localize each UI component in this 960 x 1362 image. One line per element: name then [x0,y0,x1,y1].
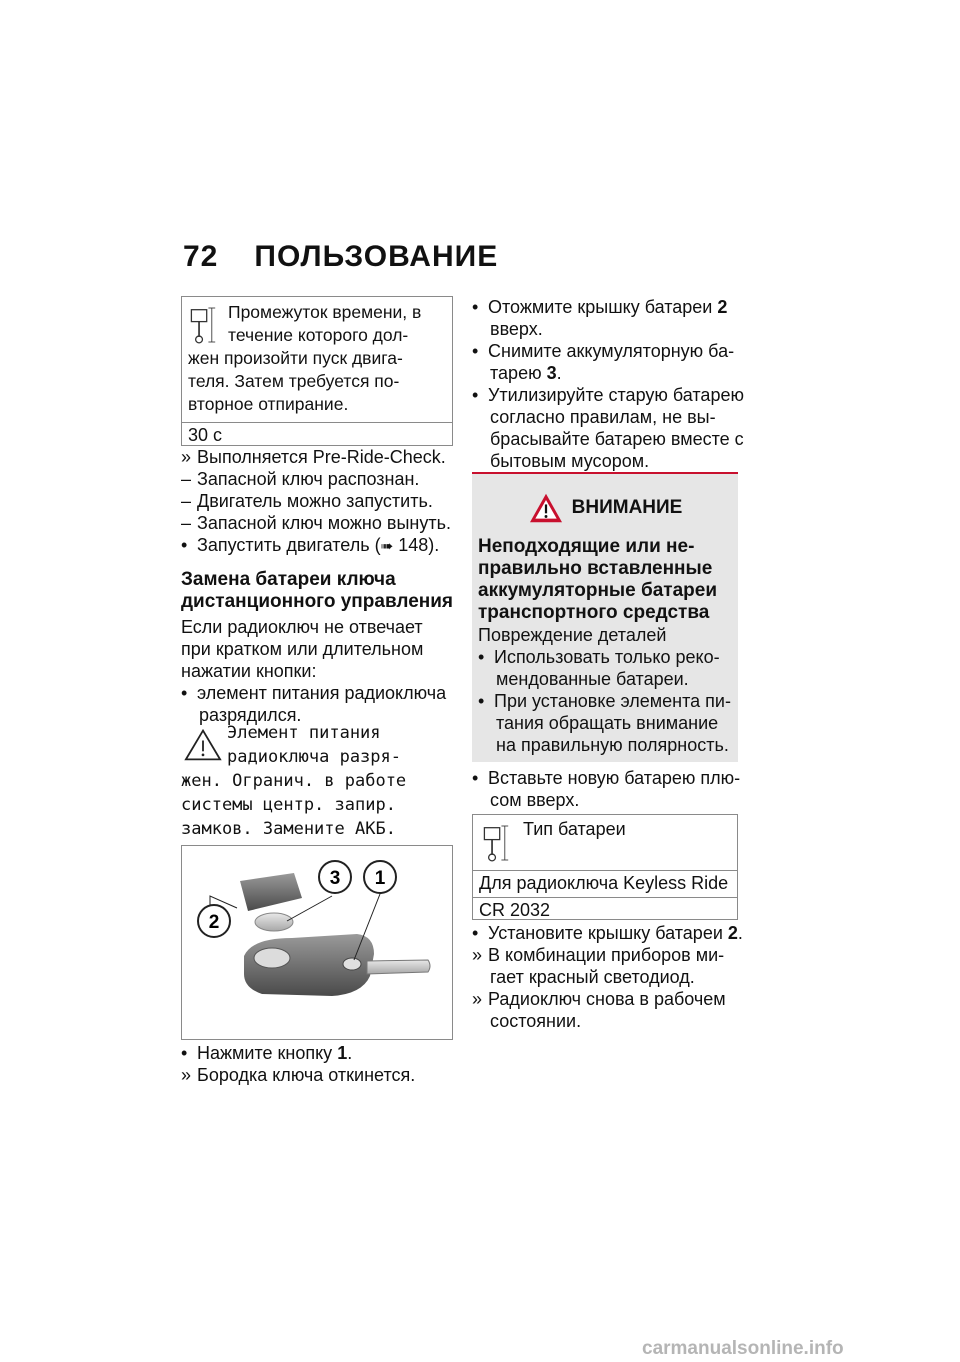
list-item-cont: брасывайте батарею вместе с [490,429,744,449]
warning-triangle-icon [183,727,223,763]
list-item-cont: тарею 3. [490,363,562,383]
label-1: 1 [374,868,386,889]
list-item: – Запасной ключ можно вынуть. [181,513,451,533]
intro-text: нажатии кнопки: [181,661,317,681]
caliper-icon [188,303,222,347]
list-item: • Нажмите кнопку 1. [181,1043,353,1063]
list-item: • элемент питания радиоключа [181,683,447,703]
spec-row: Для радиоключа Keyless Ride [479,873,729,893]
list-item-cont: вверх. [490,319,543,339]
list-item-cont: состоянии. [490,1011,582,1031]
label-3: 3 [329,868,341,889]
list-item: » В комбинации приборов ми- [472,945,725,965]
list-item-cont: сом вверх. [490,790,580,810]
spec-title: Тип батареи [523,819,626,839]
page-ref-arrow-icon[interactable]: ➠ [380,538,394,555]
warning-box [472,472,738,762]
list-item-cont: на правильную полярность. [496,735,729,755]
intro-text: при кратком или длительном [181,639,424,659]
start-steps [181,446,453,726]
watermark: carmanualsonline.info [642,1338,844,1359]
spec-value: CR 2032 [479,900,551,920]
warning-title: ВНИМАНИЕ [571,497,683,518]
spec-text: жен произойти пуск двига- [188,348,403,368]
list-item: • Утилизируйте старую батарею [472,385,744,405]
page-header [183,240,498,274]
intro-text: Если радиоключ не отвечает [181,617,423,637]
list-item: » Выполняется Pre-Ride-Check. [181,447,446,467]
battery-removal-steps [472,296,744,472]
spec-value: 30 с [188,425,223,445]
list-item: • Запустить двигатель (➠ 148). [181,535,440,555]
battery-cover [240,873,302,911]
spec-text: вторное отпирание. [188,394,349,414]
install-steps [472,922,743,1032]
caliper-icon [481,821,515,865]
list-item: • Использовать только реко- [478,647,720,667]
page-reference[interactable]: 148 [398,535,429,555]
page-title: ПОЛЬЗОВАНИЕ [254,240,499,273]
list-item: » Радиоключ снова в рабочем [472,989,726,1009]
spec-text: течение которого дол- [228,325,409,345]
list-item-cont: мендованные батареи. [496,669,689,689]
battery-cell [255,913,293,931]
list-item: – Запасной ключ распознан. [181,469,420,489]
warning-subtitle: Повреждение деталей [478,625,667,645]
section-heading: Замена батареи ключа [181,569,396,590]
list-item-cont: разрядился. [199,705,302,725]
list-item-cont: тания обращать внимание [496,713,719,733]
warning-heading: правильно вставленные [478,558,713,579]
list-item: • При установке элемента пи- [478,691,731,711]
key-diagram [182,846,452,1039]
list-item-cont: бытовым мусором. [490,451,650,471]
list-item: • Снимите аккумуляторную ба- [472,341,735,361]
spec-text: Промежуток времени, в [228,302,422,322]
warning-heading: аккумуляторные батареи [478,580,718,601]
spec-text: теля. Затем требуется по- [188,371,400,391]
key-battery-illustration [181,845,453,1040]
page-number: 72 [183,240,219,273]
insert-step [472,767,741,811]
list-item-cont: гает красный светодиод. [490,967,695,987]
press-steps [181,1042,453,1086]
list-item: » Бородка ключа откинется. [181,1065,416,1085]
list-item: • Установите крышку батареи 2. [472,923,743,943]
spec-box-timeout [181,296,453,446]
spec-box-battery-type [472,814,738,920]
warning-heading: Неподходящие или не- [478,536,695,557]
label-2: 2 [208,912,220,933]
display-message: Элемент питания радиоключа разря- жен. Огранич. в работе системы центр. запир. замков. Замените АКБ. [181,723,407,839]
list-item: • Отожмите крышку батареи 2 [472,297,728,317]
warning-icon [528,492,564,524]
key-blade [367,960,430,974]
list-item: • Вставьте новую батарею плю- [472,768,741,788]
list-item-cont: согласно правилам, не вы- [490,407,716,427]
warning-heading: транспортного средства [478,602,710,623]
list-item: – Двигатель можно запустить. [181,491,433,511]
section-heading: дистанционного управления [181,591,454,612]
